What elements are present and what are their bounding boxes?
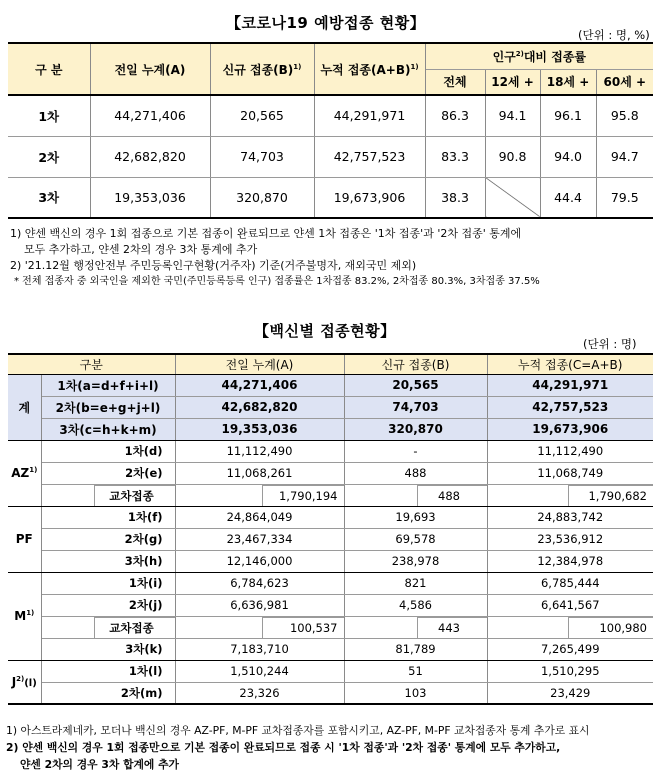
group-pf: PF — [8, 506, 41, 572]
cell-prev: 19,353,036 — [90, 177, 210, 218]
row-label: 1차(f) — [41, 506, 175, 528]
cell-prev: 44,271,406 — [175, 374, 344, 396]
cell-prev: 11,068,261 — [175, 462, 344, 484]
row-label: 2차(e) — [41, 462, 175, 484]
header-age60: 60세 + — [596, 69, 653, 95]
table1-title: 【코로나19 예방접종 현황】 — [226, 14, 426, 32]
table-row — [8, 528, 653, 550]
header-age12: 12세 + — [485, 69, 540, 95]
cell-cum: 19,673,906 — [487, 418, 653, 440]
table-row — [8, 95, 653, 136]
cell-new: 320,870 — [210, 177, 314, 218]
header-all: 전체 — [425, 69, 485, 95]
cell-all: 83.3 — [425, 136, 485, 177]
cross-label: 교차접종 — [94, 485, 175, 506]
cross-new-cell — [344, 616, 487, 638]
row-label: 2차(j) — [41, 594, 175, 616]
cross-new: 443 — [417, 617, 487, 638]
table-row — [8, 136, 653, 177]
vaccination-status-table — [8, 42, 653, 219]
cell-prev: 24,864,049 — [175, 506, 344, 528]
cell-age60: 95.8 — [596, 95, 653, 136]
cell-new: 51 — [344, 660, 487, 682]
table-row — [8, 418, 653, 440]
note-line: 2) '21.12월 행정안전부 주민등록인구현황(거주자) 기준(거주불명자, 재외국민 제외) — [10, 259, 417, 272]
table-row — [8, 462, 653, 484]
cell-new: 488 — [344, 462, 487, 484]
cross-cum-cell — [487, 484, 653, 506]
row-label: 1차(a=d+f+i+l) — [41, 374, 175, 396]
cross-label-cell — [41, 484, 175, 506]
row-label: 3차(c=h+k+m) — [41, 418, 175, 440]
note-line: 1) 얀센 백신의 경우 1회 접종으로 기본 접종이 완료되므로 얀센 1차 접종은 '1차 접종'과 '2차 접종' 통계에 — [10, 227, 522, 240]
cell-new: 74,703 — [210, 136, 314, 177]
row-label: 1차(l) — [41, 660, 175, 682]
cell-prev: 6,636,981 — [175, 594, 344, 616]
cell-new: 20,565 — [344, 374, 487, 396]
table-row — [8, 660, 653, 682]
cell-age60: 94.7 — [596, 136, 653, 177]
row-label: 3차(k) — [41, 638, 175, 660]
cell-cum: 23,429 — [487, 682, 653, 704]
cross-label: 교차접종 — [94, 617, 175, 638]
cross-prev-cell — [175, 616, 344, 638]
cell-cum: 44,291,971 — [314, 95, 425, 136]
header-new: 신규 접종$(B)^{1)}$ — [210, 43, 314, 95]
cell-cum: 6,641,567 — [487, 594, 653, 616]
cell-cum: 7,265,499 — [487, 638, 653, 660]
note-line: 1) 아스트라제네카, 모더나 백신의 경우 AZ-PF, M-PF 교차접종자를 포함시키고, AZ-PF, M-PF 교차접종자 통계 추가로 표시 — [6, 724, 590, 737]
table-row — [8, 682, 653, 704]
cell-cum: 1,510,295 — [487, 660, 653, 682]
cell-age18: 94.0 — [540, 136, 596, 177]
cross-cum: 100,980 — [568, 617, 654, 638]
cell-prev: 19,353,036 — [175, 418, 344, 440]
cell-new: 320,870 — [344, 418, 487, 440]
header-prev-total: 전일 누계(A) — [90, 43, 210, 95]
cell-prev: 12,146,000 — [175, 550, 344, 572]
header-category: 구분 — [8, 354, 175, 374]
cell-new: 74,703 — [344, 396, 487, 418]
cell-age60: 79.5 — [596, 177, 653, 218]
cell-age12-empty — [485, 177, 540, 218]
note-line: * 전체 접종자 중 외국인을 제외한 국민(주민등록등록 인구) 접종률은 1차접종 83.2%, 2차접종 80.3%, 3차접종 37.5% — [14, 276, 540, 287]
cell-new: 69,578 — [344, 528, 487, 550]
vaccine-status-table — [8, 353, 653, 705]
row-label: 3차(h) — [41, 550, 175, 572]
note-line: 모두 추가하고, 얀센 2차의 경우 3차 통계에 추가 — [24, 243, 258, 256]
cell-cum: 11,112,490 — [487, 440, 653, 462]
table2-notes — [6, 722, 656, 773]
table-row — [8, 572, 653, 594]
cell-new: 4,586 — [344, 594, 487, 616]
group-total: 계 — [8, 374, 41, 440]
table-row — [8, 550, 653, 572]
cross-cum: 1,790,682 — [568, 485, 654, 506]
cell-prev: 42,682,820 — [175, 396, 344, 418]
cell-cum: 19,673,906 — [314, 177, 425, 218]
cell-age18: 44.4 — [540, 177, 596, 218]
table-row — [8, 506, 653, 528]
row-label: 2차(b=e+g+j+l) — [41, 396, 175, 418]
table-row — [8, 440, 653, 462]
header-new: 신규 접종(B) — [344, 354, 487, 374]
cell-prev: 23,326 — [175, 682, 344, 704]
header-cumulative: 누적 접종$(A+B)^{1)}$ — [314, 43, 425, 95]
group-az: AZ$^{1)}$ — [8, 440, 41, 506]
cell-new: 821 — [344, 572, 487, 594]
group-m: $M^{1)}$ — [8, 572, 41, 660]
cell-cum: 6,785,444 — [487, 572, 653, 594]
row-label: 2차(m) — [41, 682, 175, 704]
header-age18: 18세 + — [540, 69, 596, 95]
table-row — [8, 638, 653, 660]
cross-prev-cell — [175, 484, 344, 506]
table-row — [8, 616, 653, 638]
group-j: $J^{2)}(l)$ — [8, 660, 41, 704]
cell-new: 238,978 — [344, 550, 487, 572]
cell-prev: 42,682,820 — [90, 136, 210, 177]
table2-title: 【백신별 접종현황】 — [254, 322, 396, 340]
cell-all: 38.3 — [425, 177, 485, 218]
cell-all: 86.3 — [425, 95, 485, 136]
cell-new: - — [344, 440, 487, 462]
cell-cum: 42,757,523 — [487, 396, 653, 418]
table-row — [8, 177, 653, 218]
cell-new: 103 — [344, 682, 487, 704]
header-category: 구 분 — [8, 43, 90, 95]
table-row — [8, 374, 653, 396]
note-line: 얀센 2차의 경우 3차 합계에 추가 — [20, 758, 179, 771]
cell-prev: 1,510,244 — [175, 660, 344, 682]
table2-unit: (단위 : 명) — [583, 337, 637, 351]
cell-new: 19,693 — [344, 506, 487, 528]
cross-label-cell — [41, 616, 175, 638]
cell-prev: 7,183,710 — [175, 638, 344, 660]
header-cumulative: 누적 접종(C=A+B) — [487, 354, 653, 374]
row-label: 1차(i) — [41, 572, 175, 594]
table1-notes — [10, 226, 650, 290]
cell-new: 20,565 — [210, 95, 314, 136]
cell-cum: 12,384,978 — [487, 550, 653, 572]
cross-prev: 1,790,194 — [262, 485, 344, 506]
cell-prev: 6,784,623 — [175, 572, 344, 594]
cell-new: 81,789 — [344, 638, 487, 660]
note-line: 2) 얀센 백신의 경우 1회 접종만으로 기본 접종이 완료되므로 접종 시 '1차 접종'과 '2차 접종' 통계에 모두 추가하고, — [6, 741, 561, 754]
cell-prev: 44,271,406 — [90, 95, 210, 136]
cell-cum: 24,883,742 — [487, 506, 653, 528]
cell-prev: 11,112,490 — [175, 440, 344, 462]
row-label: 1차(d) — [41, 440, 175, 462]
cross-new-cell — [344, 484, 487, 506]
cell-prev: 23,467,334 — [175, 528, 344, 550]
table1-unit: (단위 : 명, %) — [578, 28, 650, 42]
cell-age18: 96.1 — [540, 95, 596, 136]
row-label: 2차 — [8, 136, 90, 177]
table-row — [8, 396, 653, 418]
table-row — [8, 594, 653, 616]
row-label: 1차 — [8, 95, 90, 136]
row-label: 2차(g) — [41, 528, 175, 550]
cross-prev: 100,537 — [262, 617, 344, 638]
cell-cum: 44,291,971 — [487, 374, 653, 396]
cell-age12: 90.8 — [485, 136, 540, 177]
cross-cum-cell — [487, 616, 653, 638]
header-pop-ratio: 인구$^{2)}$대비 접종률 — [425, 43, 653, 69]
header-prev-total: 전일 누계(A) — [175, 354, 344, 374]
table-row — [8, 484, 653, 506]
cell-cum: 11,068,749 — [487, 462, 653, 484]
cell-age12: 94.1 — [485, 95, 540, 136]
cell-cum: 23,536,912 — [487, 528, 653, 550]
row-label: 3차 — [8, 177, 90, 218]
cell-cum: 42,757,523 — [314, 136, 425, 177]
cross-new: 488 — [417, 485, 487, 506]
